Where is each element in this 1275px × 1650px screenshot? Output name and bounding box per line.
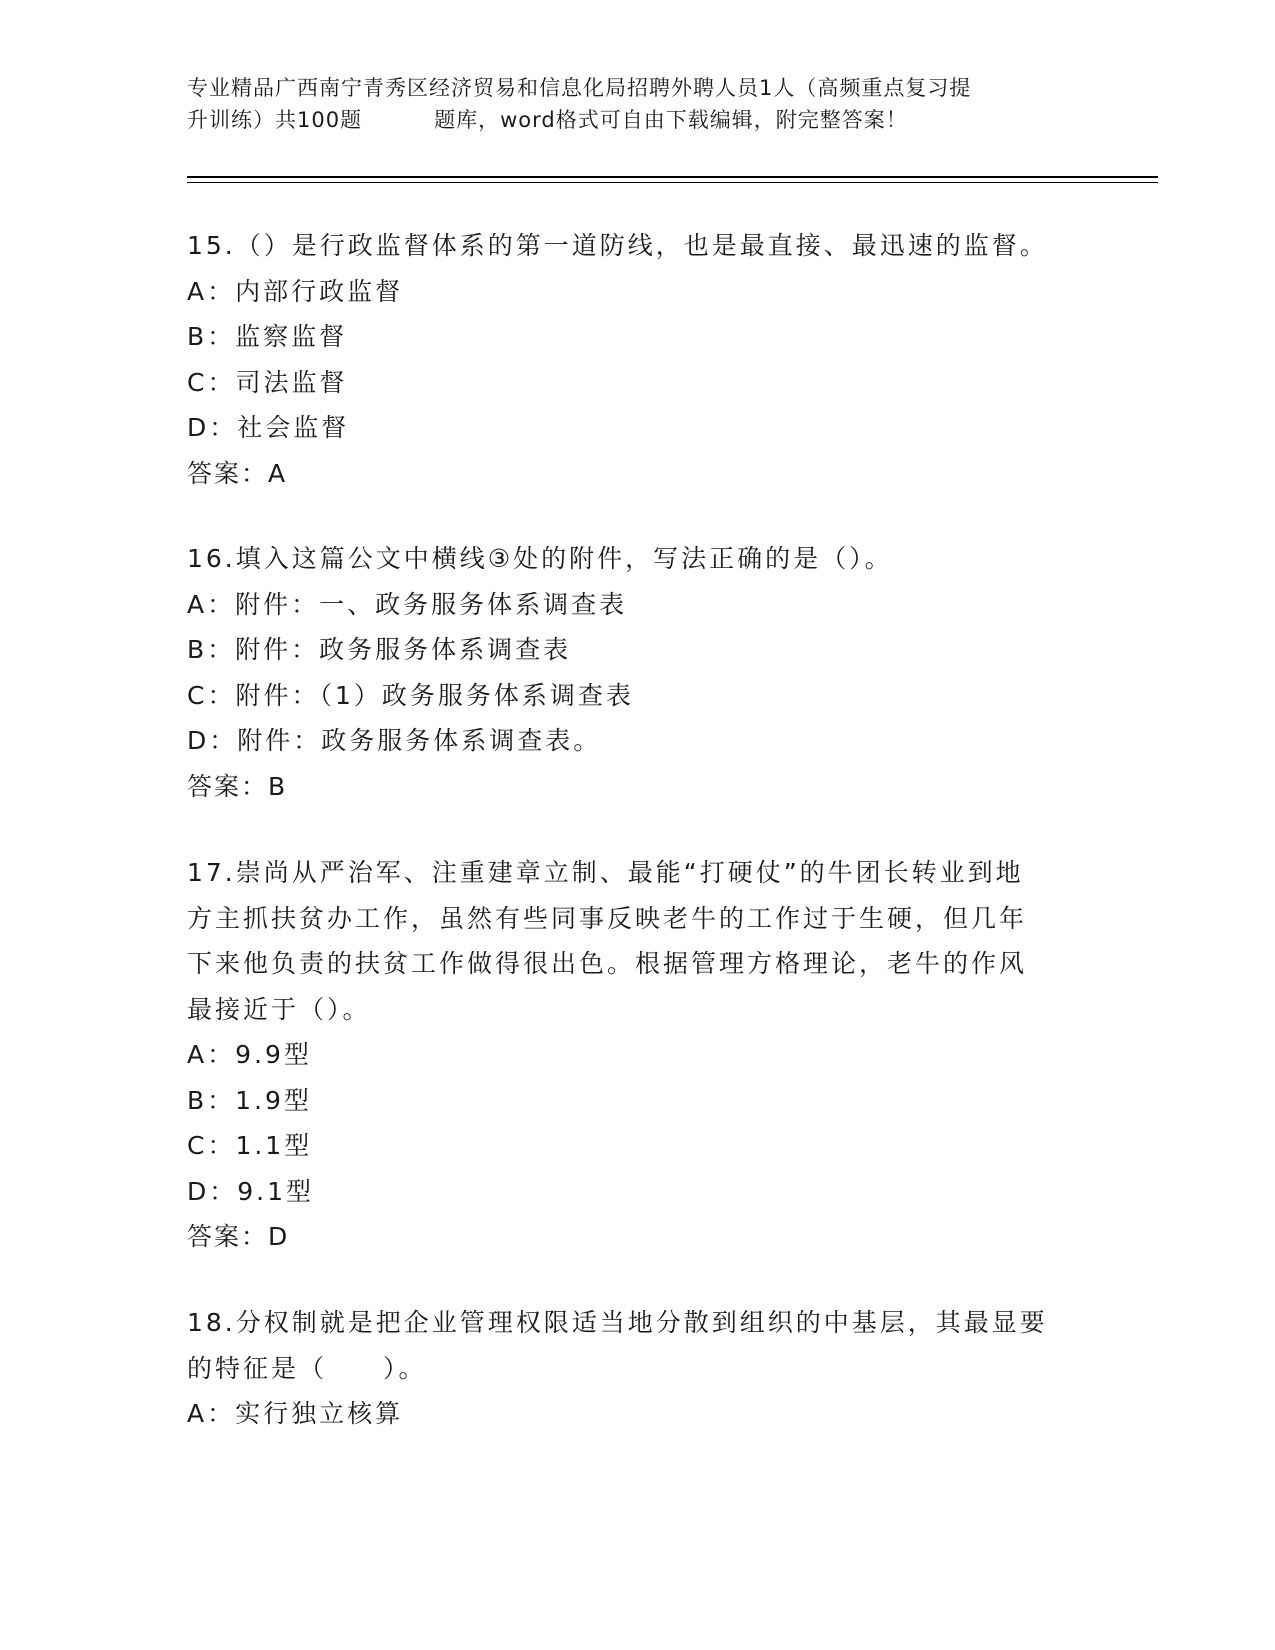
option-d: D：9.1型	[187, 1176, 315, 1206]
option-c: C：1.1型	[187, 1131, 313, 1160]
header-title-line-2	[187, 104, 1087, 136]
answer	[187, 764, 1087, 810]
header-divider-thin	[187, 182, 1158, 183]
option-d: D：附件：政务服务体系调查表。	[187, 726, 602, 755]
header-title-part-2: 题库，word格式可自由下载编辑，附完整答案！	[434, 108, 908, 132]
answer-label: 答案：	[187, 771, 269, 801]
header-divider-thick	[187, 176, 1158, 178]
option-b: B：1.9型	[187, 1085, 312, 1115]
option-a: A：内部行政监督	[187, 276, 404, 306]
answer	[187, 451, 1087, 497]
question-15	[187, 223, 1087, 496]
answer	[187, 1214, 1087, 1260]
question-stem-line: 17.崇尚从严治军、注重建章立制、最能“打硬仗”的牛团长转业到地	[187, 858, 1024, 887]
question-18	[187, 1300, 1087, 1437]
question-stem-line: 18.分权制就是把企业管理权限适当地分散到组织的中基层，其最显要	[187, 1308, 1048, 1337]
option-c: C：司法监督	[187, 367, 348, 397]
answer-label: 答案：	[187, 458, 269, 488]
question-stem-line: 方主抓扶贫办工作，虽然有些同事反映老牛的工作过于生硬，但几年	[187, 903, 1028, 933]
option-b: B：附件：政务服务体系调查表	[187, 635, 572, 664]
header-title-part-1: 升训练）共100题	[187, 108, 363, 132]
answer-value: A	[268, 458, 287, 488]
option-a: A：附件：一、政务服务体系调查表	[187, 589, 628, 619]
question-stem-line: 下来他负责的扶贫工作做得很出色。根据管理方格理论，老牛的作风	[187, 949, 1028, 978]
answer-value: B	[268, 771, 287, 801]
page-header	[187, 72, 1087, 136]
question-stem: 15.（）是行政监督体系的第一道防线，也是最直接、最迅速的监督。	[187, 231, 1048, 260]
question-16	[187, 536, 1087, 809]
answer-label: 答案：	[187, 1222, 269, 1251]
option-b: B：监察监督	[187, 322, 348, 351]
option-a: A：实行独立核算	[187, 1399, 404, 1428]
question-17	[187, 850, 1087, 1260]
question-stem: 16.填入这篇公文中横线③处的附件，写法正确的是（）。	[187, 544, 893, 573]
question-stem-line: 最接近于（）。	[187, 994, 371, 1024]
answer-value: D	[268, 1222, 289, 1251]
option-a: A：9.9型	[187, 1040, 312, 1069]
question-stem-line: 的特征是（ ）。	[187, 1353, 427, 1383]
option-d: D：社会监督	[187, 413, 350, 442]
header-title-line-1: 专业精品广西南宁青秀区经济贸易和信息化局招聘外聘人员1人（高频重点复习提	[187, 76, 972, 100]
option-c: C：附件：（1）政务服务体系调查表	[187, 680, 634, 710]
